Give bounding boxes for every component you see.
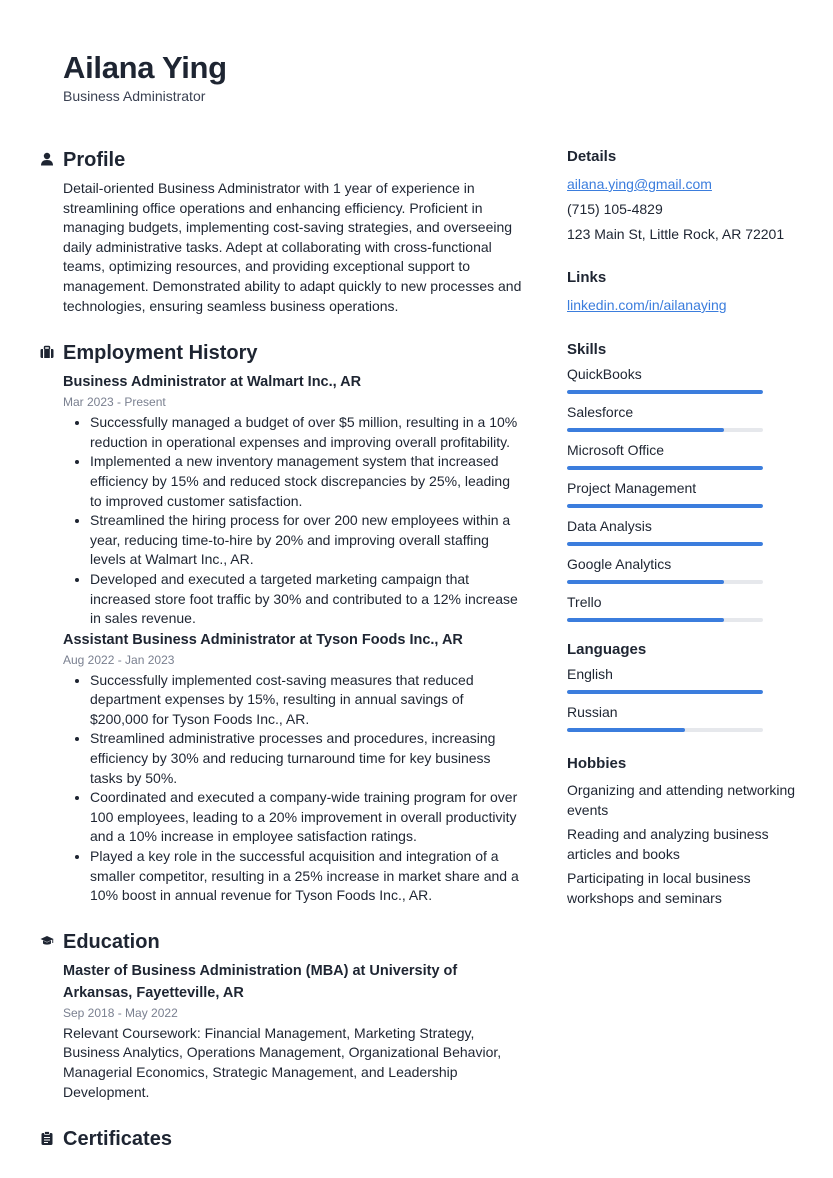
language-label: Russian [567, 704, 618, 720]
skill-label: QuickBooks [567, 366, 642, 382]
skill-item [567, 437, 797, 475]
side-column [567, 146, 797, 913]
hobby-item: Reading and analyzing business articles and books [567, 826, 769, 862]
skill-level-fill [567, 504, 763, 508]
briefcase-icon [40, 345, 54, 359]
languages-section [567, 639, 797, 737]
bullet-item: • Successfully implemented cost-saving measures that reduced department expenses by 15%, resulting in annual savings of $200,000 for Tyson Foods Inc., AR. [90, 671, 525, 730]
education-heading: Education [63, 930, 160, 953]
education-section [40, 928, 525, 1102]
job-entry [40, 371, 525, 629]
skill-level-track [567, 390, 763, 394]
person-icon [40, 152, 54, 166]
skill-level-fill [567, 580, 724, 584]
skill-label: Trello [567, 594, 602, 610]
skill-level-fill [567, 618, 724, 622]
skill-item [567, 361, 797, 399]
skill-label: Project Management [567, 480, 697, 496]
bullet-item: • Successfully managed a budget of over $5 million, resulting in a 10% reduction in operational expenses and improving overall profitability. [90, 413, 525, 452]
skill-level-track [567, 542, 763, 546]
hobby-item: Participating in local business workshops and seminars [567, 870, 751, 906]
bullet-item: • Streamlined administrative processes and procedures, increasing efficiency by 30% and reducing turnaround time for key business tasks by 50%. [90, 729, 525, 788]
address: 123 Main St, Little Rock, AR 72201 [567, 226, 785, 242]
graduation-cap-icon [40, 934, 54, 948]
profile-heading: Profile [63, 149, 126, 171]
language-item [567, 661, 797, 699]
email-link[interactable]: ailana.ying@gmail.com [567, 176, 712, 192]
details-heading: Details [567, 148, 617, 165]
profile-summary: Detail-oriented Business Administrator with 1 year of experience in streamlining office operations and enhancing efficiency. Proficient in managing budgets, implementing cost-saving strategies, and overseeing daily administrative tasks. Adept at collaborating with cross-functional teams, optimizing resources, and providing exceptional support to management. Demonstrated ability to adapt quickly to new processes and technologies, ensuring seamless business operations. [63, 180, 522, 314]
skill-item [567, 399, 797, 437]
job-dates: Aug 2022 - Jan 2023 [63, 652, 175, 667]
skill-label: Google Analytics [567, 556, 672, 572]
skill-level-fill [567, 390, 763, 394]
language-level-track [567, 690, 763, 694]
skill-level-track [567, 504, 763, 508]
language-label: English [567, 666, 613, 682]
education-dates: Sep 2018 - May 2022 [63, 1005, 178, 1020]
employment-heading: Employment History [63, 342, 258, 365]
skill-item [567, 475, 797, 513]
linkedin-link[interactable]: linkedin.com/in/ailanaying [567, 297, 727, 313]
phone-number: (715) 105-4829 [567, 201, 663, 217]
details-section [567, 146, 797, 247]
hobby-item: Organizing and attending networking events [567, 782, 796, 818]
candidate-title: Business Administrator [63, 88, 206, 104]
skill-level-fill [567, 542, 763, 546]
certificates-heading: Certificates [63, 1128, 172, 1151]
languages-list [567, 661, 797, 737]
skills-list [567, 361, 797, 627]
candidate-name: Ailana Ying [63, 50, 227, 85]
skill-level-track [567, 428, 763, 432]
degree-title: Master of Business Administration (MBA) at University of Arkansas, Fayetteville, AR [63, 962, 458, 1001]
job-dates: Mar 2023 - Present [63, 395, 166, 410]
language-item [567, 699, 797, 737]
languages-heading: Languages [567, 641, 647, 658]
certificates-section [40, 1125, 525, 1155]
links-section [567, 267, 797, 318]
main-column [40, 146, 525, 1155]
skill-level-track [567, 580, 763, 584]
job-title: Business Administrator at Walmart Inc., AR [63, 374, 362, 391]
job-bullets [63, 671, 525, 906]
language-level-track [567, 728, 763, 732]
skill-item [567, 589, 797, 627]
skill-label: Data Analysis [567, 518, 652, 534]
job-entry [40, 629, 525, 906]
skill-level-track [567, 618, 763, 622]
bullet-item: • Played a key role in the successful acquisition and integration of a smaller competitor, resulting in a 25% increase in market share and a 10% boost in annual revenue for Tyson Foods Inc., AR. [90, 847, 525, 906]
hobbies-heading: Hobbies [567, 755, 627, 772]
bullet-item: • Coordinated and executed a company-wide training program for over 100 employees, leading to a 20% improvement in overall productivity and a 10% increase in employee satisfaction ratings. [90, 788, 525, 847]
skill-item [567, 513, 797, 551]
skill-item [567, 551, 797, 589]
employment-section [40, 339, 525, 906]
hobbies-section [567, 753, 797, 908]
bullet-item: • Developed and executed a targeted marketing campaign that increased store foot traffic by 30% and contributed to a 12% increase in sales revenue. [90, 570, 525, 629]
skill-level-track [567, 466, 763, 470]
links-heading: Links [567, 269, 607, 286]
bullet-item: • Streamlined the hiring process for over 200 new employees within a year, reducing time-to-hire by 20% and improving overall staffing levels at Walmart Inc., AR. [90, 511, 525, 570]
job-bullets [63, 413, 525, 629]
clipboard-icon [40, 1131, 54, 1145]
skill-level-fill [567, 466, 763, 470]
language-level-fill [567, 690, 763, 694]
profile-heading-row [40, 146, 525, 176]
employment-heading-row [40, 339, 525, 369]
skill-label: Microsoft Office [567, 442, 664, 458]
education-heading-row [40, 928, 525, 958]
certificates-heading-row [40, 1125, 525, 1155]
profile-section [40, 146, 525, 316]
job-title: Assistant Business Administrator at Tyson Foods Inc., AR [63, 631, 463, 648]
language-level-fill [567, 728, 685, 732]
skill-label: Salesforce [567, 404, 634, 420]
skills-section [567, 339, 797, 627]
bullet-item: • Implemented a new inventory management system that increased efficiency by 15% and reduced stock discrepancies by 25%, leading to improved customer satisfaction. [90, 452, 525, 511]
coursework-text: Relevant Coursework: Financial Management, Marketing Strategy, Business Analytics, Operations Management, Organizational Behavior, Managerial Economics, Strategic Management, and Leadership Development. [63, 1024, 502, 1100]
skill-level-fill [567, 428, 724, 432]
skills-heading: Skills [567, 341, 607, 358]
